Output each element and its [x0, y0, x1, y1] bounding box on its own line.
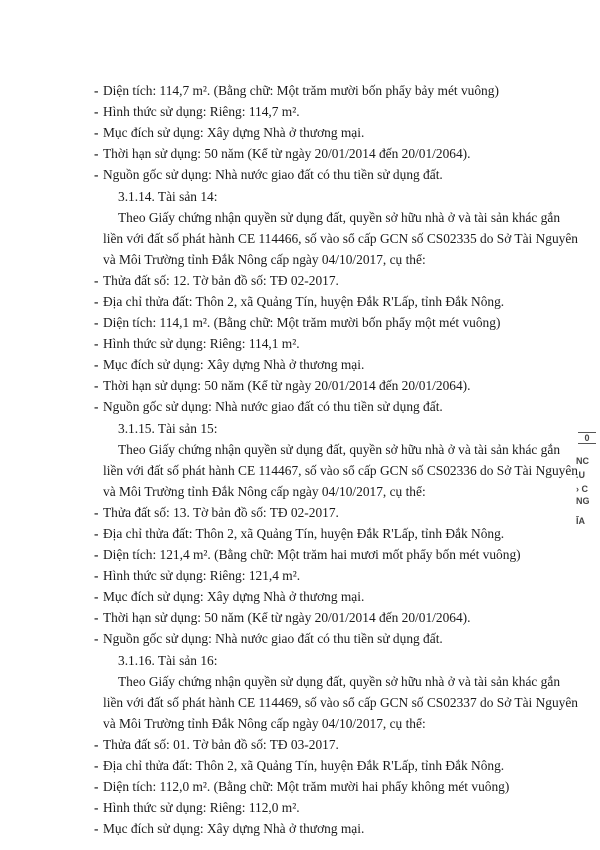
- area-line: - Diện tích: 112,0 m². (Bằng chữ: Một trăm mười hai phẩy không mét vuông): [103, 779, 509, 795]
- usage-form-line: - Hình thức sử dụng: Riêng: 114,1 m².: [103, 336, 300, 352]
- area-line: - Diện tích: 114,7 m². (Bằng chữ: Một trăm mười bốn phẩy bảy mét vuông): [103, 83, 499, 99]
- asset-16-paragraph-line-3: và Môi Trường tỉnh Đắk Nông cấp ngày 04/10/2017, cụ thể:: [103, 716, 426, 731]
- area-line: - Diện tích: 114,1 m². (Bằng chữ: Một trăm mười bốn phẩy một mét vuông): [103, 315, 500, 331]
- asset-15-paragraph-line-2: liền với đất số phát hành CE 114467, số vào sổ cấp GCN số CS02336 do Sở Tài Nguyên: [103, 463, 578, 478]
- usage-form-line: - Hình thức sử dụng: Riêng: 121,4 m².: [103, 568, 300, 584]
- usage-purpose-line: - Mục đích sử dụng: Xây dựng Nhà ở thương mại.: [103, 125, 364, 141]
- usage-term-line: - Thời hạn sử dụng: 50 năm (Kể từ ngày 20/01/2014 đến 20/01/2064).: [103, 378, 470, 394]
- margin-stamp-fragment: 0: [578, 432, 596, 444]
- margin-stamp-fragment: NC: [576, 456, 589, 466]
- usage-purpose-line: - Mục đích sử dụng: Xây dựng Nhà ở thương mại.: [103, 821, 364, 837]
- asset-15-heading: 3.1.15. Tài sản 15:: [118, 421, 218, 436]
- usage-form-line: - Hình thức sử dụng: Riêng: 112,0 m².: [103, 800, 300, 816]
- parcel-address-line: - Địa chỉ thửa đất: Thôn 2, xã Quảng Tín, huyện Đắk R'Lấp, tỉnh Đắk Nông.: [103, 294, 504, 310]
- margin-stamp-fragment: .U: [576, 470, 585, 480]
- parcel-number-line: - Thửa đất số: 13. Tờ bản đồ số: TĐ 02-2017.: [103, 505, 339, 521]
- asset-16-heading: 3.1.16. Tài sản 16:: [118, 653, 218, 668]
- parcel-number-line: - Thửa đất số: 01. Tờ bản đồ số: TĐ 03-2017.: [103, 737, 339, 753]
- asset-14-paragraph-line-1: Theo Giấy chứng nhận quyền sử dụng đất, quyền sở hữu nhà ở và tài sản khác gắn: [118, 210, 561, 225]
- usage-purpose-line: - Mục đích sử dụng: Xây dựng Nhà ở thương mại.: [103, 589, 364, 605]
- margin-stamp-fragment: NG: [576, 496, 590, 506]
- asset-15-paragraph-line-3: và Môi Trường tỉnh Đắk Nông cấp ngày 04/10/2017, cụ thể:: [103, 484, 426, 499]
- usage-term-line: - Thời hạn sử dụng: 50 năm (Kể từ ngày 20/01/2014 đến 20/01/2064).: [103, 610, 470, 626]
- parcel-number-line: - Thửa đất số: 12. Tờ bản đồ số: TĐ 02-2017.: [103, 273, 339, 289]
- asset-14-paragraph-line-2: liền với đất số phát hành CE 114466, số vào sổ cấp GCN số CS02335 do Sở Tài Nguyên: [103, 231, 578, 246]
- usage-form-line: - Hình thức sử dụng: Riêng: 114,7 m².: [103, 104, 300, 120]
- usage-origin-line: - Nguồn gốc sử dụng: Nhà nước giao đất có thu tiền sử dụng đất.: [103, 399, 443, 415]
- asset-16-paragraph-line-1: Theo Giấy chứng nhận quyền sử dụng đất, quyền sở hữu nhà ở và tài sản khác gắn: [118, 674, 561, 689]
- margin-stamp-fragment: › C: [576, 484, 588, 494]
- parcel-address-line: - Địa chỉ thửa đất: Thôn 2, xã Quảng Tín, huyện Đắk R'Lấp, tỉnh Đắk Nông.: [103, 526, 504, 542]
- asset-14-paragraph-line-3: và Môi Trường tỉnh Đắk Nông cấp ngày 04/10/2017, cụ thể:: [103, 252, 426, 267]
- margin-stamp-fragment: ĨA: [576, 516, 585, 526]
- usage-purpose-line: - Mục đích sử dụng: Xây dựng Nhà ở thương mại.: [103, 357, 364, 373]
- usage-origin-line: - Nguồn gốc sử dụng: Nhà nước giao đất có thu tiền sử dụng đất.: [103, 631, 443, 647]
- usage-term-line: - Thời hạn sử dụng: 50 năm (Kể từ ngày 20/01/2014 đến 20/01/2064).: [103, 146, 470, 162]
- asset-15-paragraph-line-1: Theo Giấy chứng nhận quyền sử dụng đất, quyền sở hữu nhà ở và tài sản khác gắn: [118, 442, 561, 457]
- parcel-address-line: - Địa chỉ thửa đất: Thôn 2, xã Quảng Tín, huyện Đắk R'Lấp, tỉnh Đắk Nông.: [103, 758, 504, 774]
- area-line: - Diện tích: 121,4 m². (Bằng chữ: Một trăm hai mươi mốt phẩy bốn mét vuông): [103, 547, 521, 563]
- usage-origin-line: - Nguồn gốc sử dụng: Nhà nước giao đất có thu tiền sử dụng đất.: [103, 167, 443, 183]
- asset-16-paragraph-line-2: liền với đất số phát hành CE 114469, số vào sổ cấp GCN số CS02337 do Sở Tài Nguyên: [103, 695, 578, 710]
- asset-14-heading: 3.1.14. Tài sản 14:: [118, 189, 218, 204]
